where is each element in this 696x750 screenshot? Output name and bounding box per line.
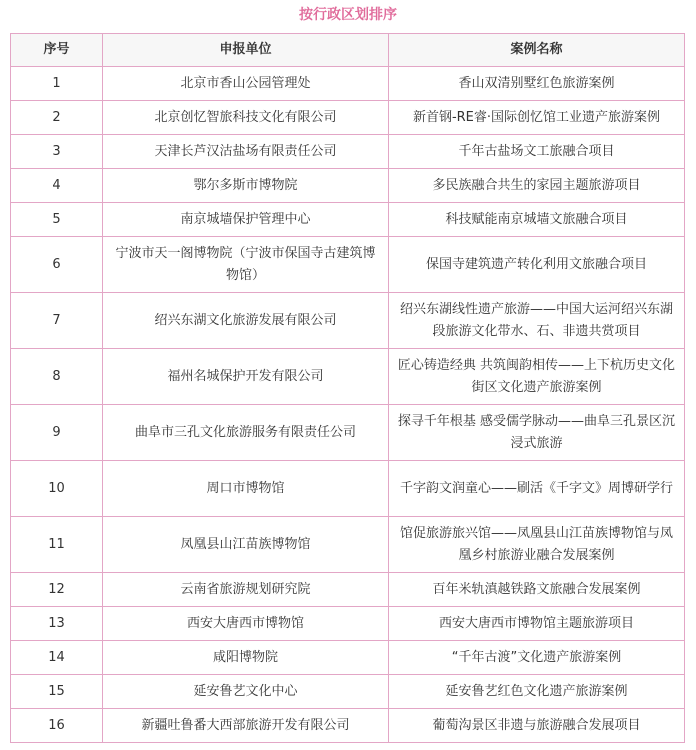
cell-unit: 北京市香山公园管理处: [103, 67, 389, 101]
cell-unit: 延安鲁艺文化中心: [103, 675, 389, 709]
table-row: [11, 573, 685, 607]
cell-no: 1: [11, 67, 103, 101]
cell-unit: 凤凰县山江苗族博物馆: [103, 517, 389, 573]
cell-no: 13: [11, 607, 103, 641]
cell-unit: 北京创忆智旅科技文化有限公司: [103, 101, 389, 135]
page-title: 按行政区划排序: [299, 7, 397, 23]
cell-no: 4: [11, 169, 103, 203]
cell-case: 延安鲁艺红色文化遗产旅游案例: [389, 675, 685, 709]
cell-case: 西安大唐西市博物馆主题旅游项目: [389, 607, 685, 641]
cell-case: 百年米轨滇越铁路文旅融合发展案例: [389, 573, 685, 607]
cell-case: 匠心铸造经典 共筑闽韵相传——上下杭历史文化街区文化遗产旅游案例: [389, 349, 685, 405]
table-row: [11, 67, 685, 101]
cell-unit: 周口市博物馆: [103, 461, 389, 517]
table-row: [11, 461, 685, 517]
cell-no: 14: [11, 641, 103, 675]
cell-case: 科技赋能南京城墙文旅融合项目: [389, 203, 685, 237]
cell-no: 9: [11, 405, 103, 461]
table-row: [11, 709, 685, 743]
cell-case: 新首钢-RE睿·国际创忆馆工业遗产旅游案例: [389, 101, 685, 135]
table-row: [11, 293, 685, 349]
table-row: [11, 101, 685, 135]
cell-case: 馆促旅游旅兴馆——凤凰县山江苗族博物馆与凤凰乡村旅游业融合发展案例: [389, 517, 685, 573]
cell-unit: 咸阳博物院: [103, 641, 389, 675]
cell-unit: 绍兴东湖文化旅游发展有限公司: [103, 293, 389, 349]
table-row: [11, 517, 685, 573]
case-table: [10, 33, 685, 743]
cell-unit: 福州名城保护开发有限公司: [103, 349, 389, 405]
cell-no: 11: [11, 517, 103, 573]
cell-no: 3: [11, 135, 103, 169]
table-row: [11, 237, 685, 293]
cell-no: 16: [11, 709, 103, 743]
table-row: [11, 349, 685, 405]
cell-case: 香山双清别墅红色旅游案例: [389, 67, 685, 101]
cell-no: 7: [11, 293, 103, 349]
cell-unit: 南京城墙保护管理中心: [103, 203, 389, 237]
cell-unit: 宁波市天一阁博物院（宁波市保国寺古建筑博物馆）: [103, 237, 389, 293]
table-row: [11, 607, 685, 641]
header-no: 序号: [11, 34, 103, 67]
table-header-row: [11, 34, 685, 67]
cell-no: 8: [11, 349, 103, 405]
cell-unit: 西安大唐西市博物馆: [103, 607, 389, 641]
cell-case: 多民族融合共生的家园主题旅游项目: [389, 169, 685, 203]
cell-no: 6: [11, 237, 103, 293]
cell-case: 千字韵文润童心——刷活《千字文》周博研学行: [389, 461, 685, 517]
cell-case: 绍兴东湖线性遗产旅游——中国大运河绍兴东湖段旅游文化带水、石、非遗共赏项目: [389, 293, 685, 349]
table-row: [11, 203, 685, 237]
table-row: [11, 675, 685, 709]
cell-no: 10: [11, 461, 103, 517]
cell-case: “千年古渡”文化遗产旅游案例: [389, 641, 685, 675]
cell-case: 千年古盐场文工旅融合项目: [389, 135, 685, 169]
cell-unit: 天津长芦汉沽盐场有限责任公司: [103, 135, 389, 169]
table-row: [11, 405, 685, 461]
cell-unit: 云南省旅游规划研究院: [103, 573, 389, 607]
cell-unit: 曲阜市三孔文化旅游服务有限责任公司: [103, 405, 389, 461]
cell-no: 2: [11, 101, 103, 135]
cell-case: 探寻千年根基 感受儒学脉动——曲阜三孔景区沉浸式旅游: [389, 405, 685, 461]
header-case: 案例名称: [389, 34, 685, 67]
cell-case: 保国寺建筑遗产转化利用文旅融合项目: [389, 237, 685, 293]
header-unit: 申报单位: [103, 34, 389, 67]
cell-unit: 新疆吐鲁番大西部旅游开发有限公司: [103, 709, 389, 743]
table-row: [11, 641, 685, 675]
cell-no: 15: [11, 675, 103, 709]
cell-case: 葡萄沟景区非遗与旅游融合发展项目: [389, 709, 685, 743]
cell-unit: 鄂尔多斯市博物院: [103, 169, 389, 203]
table-row: [11, 135, 685, 169]
table-row: [11, 169, 685, 203]
cell-no: 12: [11, 573, 103, 607]
cell-no: 5: [11, 203, 103, 237]
